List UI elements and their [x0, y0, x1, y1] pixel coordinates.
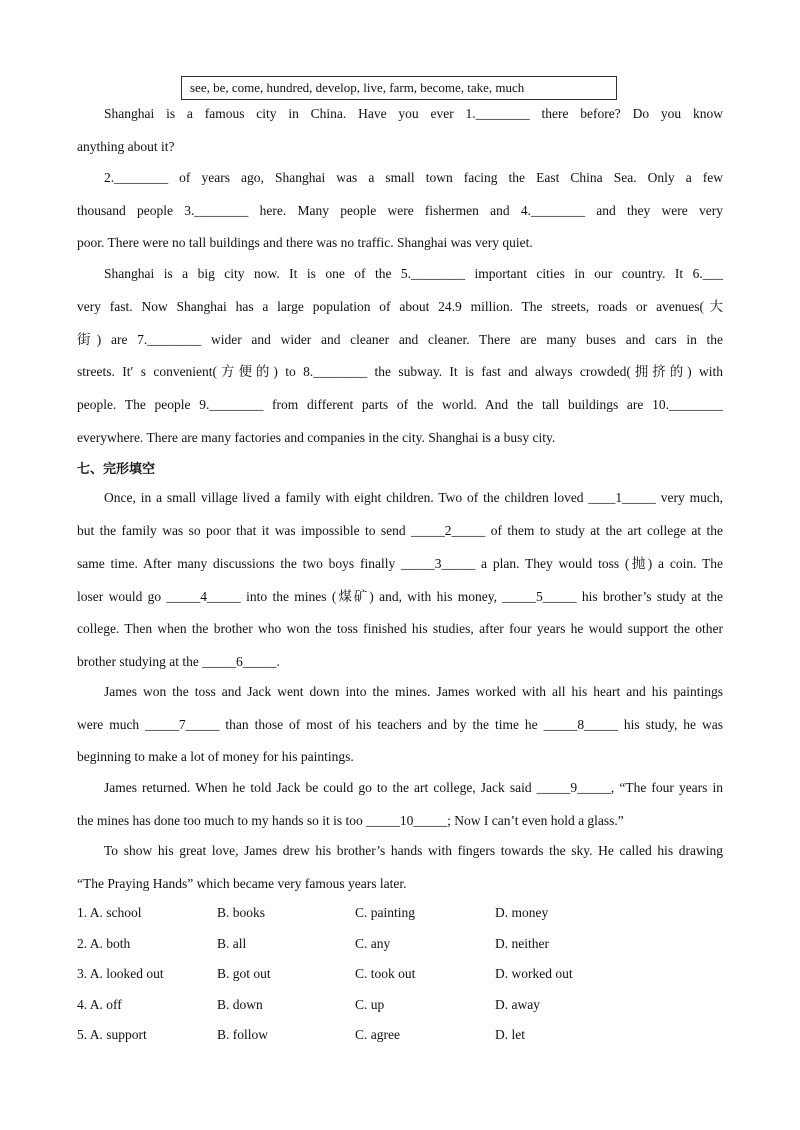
passage1-line: Shanghai is a famous city in China. Have you ever 1.________ there before? Do you know: [104, 106, 723, 121]
question-options-2: [77, 934, 717, 954]
option-c: C. agree: [355, 1027, 400, 1042]
option-d: D. let: [495, 1027, 525, 1042]
question-options-1: [77, 903, 717, 923]
passage1-line: everywhere. There are many factories and companies in the city. Shanghai is a busy city.: [77, 430, 556, 445]
option-b: B. down: [217, 997, 263, 1012]
passage2-line: loser would go _____4_____ into the mines (煤矿) and, with his money, _____5_____ his brother’s study at the: [77, 589, 723, 604]
option-b: B. follow: [217, 1027, 269, 1042]
passage2-line: the mines has done too much to my hands so it is too _____10_____; Now I can’t even hold a glass.”: [77, 813, 624, 828]
passage2-line: James won the toss and Jack went down into the mines. James worked with all his heart and his paintings: [104, 684, 723, 699]
passage2-line: To show his great love, James drew his brother’s hands with fingers towards the sky. He called his drawing: [104, 843, 723, 858]
passage2-line: same time. After many discussions the two boys finally _____3_____ a plan. They would toss (抛) a coin. The: [77, 556, 723, 571]
option-a: 4. A. off: [77, 997, 122, 1012]
option-b: B. all: [217, 936, 247, 951]
passage2-line: beginning to make a lot of money for his paintings.: [77, 749, 354, 764]
option-b: B. got out: [217, 966, 271, 981]
question-options-5: [77, 1025, 717, 1045]
option-b: B. books: [217, 905, 266, 920]
passage1-line: thousand people 3.________ here. Many people were fishermen and 4.________ and they were very: [77, 203, 723, 218]
passage1-line: people. The people 9.________ from different parts of the world. And the tall buildings are 10.________: [77, 397, 723, 412]
passage2-line: were much _____7_____ than those of most of his teachers and by the time he _____8_____ his study, he was: [77, 717, 723, 732]
passage2-line: but the family was so poor that it was impossible to send _____2_____ of them to study at the art college at the: [77, 523, 723, 538]
word-bank-box: see, be, come, hundred, develop, live, farm, become, take, much: [181, 76, 617, 100]
passage1-line: poor. There were no tall buildings and there was no traffic. Shanghai was very quiet.: [77, 235, 533, 250]
passage1-line: anything about it?: [77, 139, 175, 154]
passage2-line: “The Praying Hands” which became very famous years later.: [77, 876, 407, 891]
passage2-line: Once, in a small village lived a family with eight children. Two of the children loved ____1_____ very much,: [104, 490, 723, 505]
option-a: 1. A. school: [77, 905, 142, 920]
option-d: D. neither: [495, 936, 549, 951]
passage2-line: James returned. When he told Jack be could go to the art college, Jack said _____9_____, “The four years in: [104, 780, 723, 795]
option-c: C. painting: [355, 905, 415, 920]
option-a: 2. A. both: [77, 936, 131, 951]
option-d: D. money: [495, 905, 549, 920]
option-c: C. took out: [355, 966, 416, 981]
passage1-line: 街) are 7.________ wider and wider and cleaner and cleaner. There are many buses and cars in the: [77, 332, 723, 347]
option-c: C. any: [355, 936, 391, 951]
option-a: 5. A. support: [77, 1027, 147, 1042]
question-options-4: [77, 995, 717, 1015]
section-title-cloze: 七、完形填空: [77, 462, 156, 477]
option-d: D. worked out: [495, 966, 573, 981]
passage2-line: brother studying at the _____6_____.: [77, 654, 280, 669]
option-a: 3. A. looked out: [77, 966, 164, 981]
option-d: D. away: [495, 997, 540, 1012]
passage1-line: Shanghai is a big city now. It is one of the 5.________ important cities in our country. It 6.___: [104, 266, 723, 281]
passage1-line: 2.________ of years ago, Shanghai was a small town facing the East China Sea. Only a few: [104, 170, 723, 185]
passage1-line: streets. It′ s convenient(方便的) to 8.________ the subway. It is fast and always crowded(拥挤的) with: [77, 364, 723, 379]
passage1-line: very fast. Now Shanghai has a large population of about 24.9 million. The streets, roads or avenues(大: [77, 299, 723, 314]
question-options-3: [77, 964, 717, 984]
option-c: C. up: [355, 997, 385, 1012]
passage2-line: college. Then when the brother who won the toss finished his studies, after four years he would support the other: [77, 621, 723, 636]
